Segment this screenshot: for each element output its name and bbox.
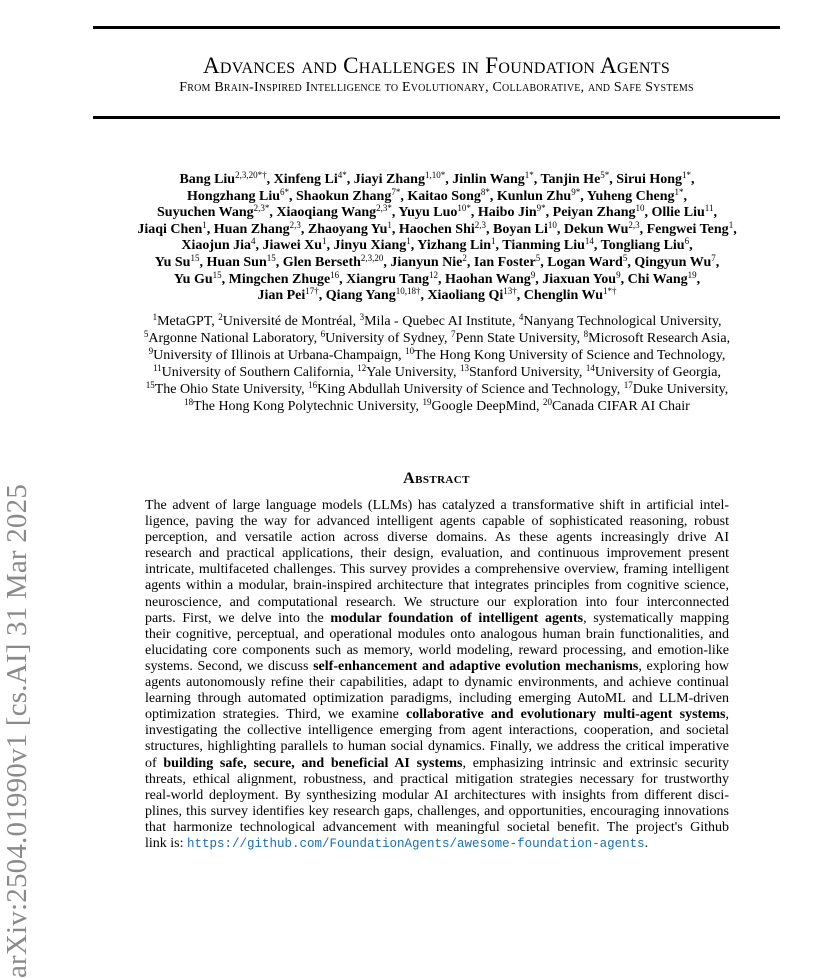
affiliation-name: The Hong Kong University of Science and Technology bbox=[414, 348, 722, 363]
affiliation-line: $^5$Argonne National Laboratory, $^6$University of Sydney, $^7$Penn State University, $^8$Microsoft Research Asia, bbox=[143, 329, 731, 346]
abstract-line bbox=[145, 788, 729, 804]
author-line: Yu Gu$^{15}$, Mingchen Zhuge$^{16}$, Xiangru Tang$^{12}$, Haohan Wang$^9$, Jiaxuan You$^9$, Chi Wang$^{19}$, bbox=[173, 269, 701, 287]
abstract-text: threats, ethical alignment, robustness, and practical mitigation strategies necessary for trustworthy bbox=[145, 771, 729, 787]
author-name: Haibo Jin bbox=[477, 205, 537, 221]
author-affiliation-marker: 6 bbox=[684, 236, 690, 247]
author-affiliation-marker: 2,3* bbox=[376, 203, 392, 214]
author-name: Xiaoliang Qi bbox=[427, 288, 504, 304]
author-affiliation-marker: 1 bbox=[491, 236, 496, 247]
abstract-bold-phrase: self-enhancement and adaptive evolution mechanisms bbox=[313, 658, 639, 674]
author-affiliation-marker: 1*† bbox=[603, 286, 617, 297]
author-affiliation-marker: 15 bbox=[212, 269, 222, 280]
affiliation-number: 15 bbox=[145, 380, 155, 390]
affiliation-number: 3 bbox=[359, 312, 365, 322]
author-name: Jiawei Xu bbox=[262, 238, 323, 254]
author-line: Jian Pei$^{17\dagger}$, Qiang Yang$^{10,18\dagger}$, Xiaoliang $Qi^{13\dagger}$, Chenglin $Wu^{1*\dagger}$ bbox=[257, 286, 617, 304]
abstract-line bbox=[145, 514, 729, 530]
abstract-line bbox=[145, 595, 729, 611]
author-name: Logan Ward bbox=[547, 254, 623, 270]
author-name: Kunlun Zhu bbox=[496, 188, 572, 204]
author-affiliation-marker: 1 bbox=[202, 219, 207, 230]
author-affiliation-marker: 4* bbox=[337, 170, 347, 180]
author-name: Bang Liu bbox=[179, 172, 236, 187]
abstract-line bbox=[145, 707, 729, 723]
abstract-text: systems. Second, we discuss bbox=[145, 658, 314, 674]
affiliation-name: MetaGPT bbox=[157, 314, 212, 329]
affiliation-number: 13 bbox=[459, 363, 469, 373]
author-name: Xiaojun Jia bbox=[181, 238, 252, 254]
affiliation-line: $^{15}$The Ohio State University, $^{16}$King Abdullah University of Science and Technology, $^{17}$Duke University, bbox=[145, 380, 729, 397]
paper-subtitle: From Brain-Inspired Intelligence to Evolutionary, Collaborative, and Safe Systems bbox=[179, 80, 694, 95]
arxiv-stamp-text: arXiv:2504.01990v1 [cs.AI] 31 Mar 2025 bbox=[1, 483, 33, 978]
abstract-bold-phrase: building safe, secure, and beneficial AI systems bbox=[163, 755, 463, 771]
affiliation-name: Stanford University bbox=[468, 365, 579, 380]
abstract-text: agents autonomously refine their capabilities, adapt to dynamic environments, and achieve continual bbox=[145, 675, 729, 691]
abstract-text: , exploring how bbox=[638, 658, 729, 674]
author-name: Huan Sun bbox=[206, 254, 267, 270]
affiliation-name: Canada CIFAR AI Chair bbox=[552, 399, 690, 414]
affiliation-number: 16 bbox=[308, 380, 318, 390]
abstract-line bbox=[145, 836, 729, 852]
affiliation-name: The Ohio State University bbox=[154, 382, 302, 397]
abstract-line bbox=[145, 530, 729, 546]
author-affiliation-marker: 19 bbox=[687, 269, 697, 280]
author-affiliation-marker: 15 bbox=[266, 252, 276, 263]
affiliation-name: Penn State University bbox=[455, 331, 577, 346]
author-name: Chenglin Wu bbox=[523, 288, 604, 304]
author-name: Xinfeng Li bbox=[273, 172, 338, 187]
affiliation-number: 9 bbox=[148, 346, 154, 356]
abstract-text: optimization strategies. Third, we examine bbox=[145, 707, 407, 723]
affiliation-name: University of Georgia bbox=[594, 365, 718, 380]
author-name: Ollie Liu bbox=[651, 205, 705, 221]
author-name: Yu Su bbox=[154, 254, 191, 270]
abstract-bold-phrase: collaborative and evolutionary multi-agent systems bbox=[406, 707, 726, 723]
author-name: Yizhang Lin bbox=[417, 238, 492, 254]
author-affiliation-marker: 9 bbox=[616, 269, 621, 280]
affiliation-number: 2 bbox=[218, 312, 223, 322]
abstract-heading: Abstract bbox=[403, 470, 470, 487]
author-name: Mingchen Zhuge bbox=[228, 271, 331, 287]
affiliation-name: University of Sydney bbox=[325, 331, 444, 346]
abstract-line bbox=[145, 691, 729, 707]
abstract-line bbox=[145, 643, 729, 659]
author-affiliation-marker: 7 bbox=[711, 252, 716, 263]
author-name: Fengwei Teng bbox=[646, 221, 729, 237]
affiliation-line: $^1$MetaGPT, $^2$Université de Montréal, $^3$Mila - Quebec AI Institute, $^4$Nanyang Technological University, bbox=[152, 312, 722, 329]
author-name: Jinyu Xiang bbox=[333, 238, 407, 254]
affiliation-name: Argonne National Laboratory bbox=[148, 331, 314, 346]
bottom-rule bbox=[93, 116, 780, 119]
abstract-line bbox=[145, 804, 729, 820]
author-affiliation-marker: 1 bbox=[387, 219, 392, 230]
abstract-line bbox=[145, 772, 729, 788]
author-name: Kaitao Song bbox=[407, 188, 481, 204]
abstract-body bbox=[145, 498, 729, 852]
author-line: Xiaojun Jia$^4$, Jiawei Xu$^1$, Jinyu Xiang$^1$, Yizhang Lin$^1$, Tianming Liu$^{14}$, Tongliang Liu$^6$, bbox=[181, 236, 693, 254]
author-affiliation-marker: 2,3,20*† bbox=[235, 170, 267, 180]
abstract-line bbox=[145, 756, 729, 772]
author-name: Jian Pei bbox=[257, 288, 306, 304]
abstract-text: research and practical applications, their design, evaluation, and continuous improvement present bbox=[145, 546, 729, 562]
author-affiliation-marker: 2,3 bbox=[289, 219, 301, 230]
github-link[interactable]: https://github.com/FoundationAgents/awesome-foundation-agents bbox=[187, 836, 645, 851]
author-line: Suyuchen Wang$^{2,3*}$, Xiaoqiang Wang$^{2,3*}$, Yuyu Luo$^{10*}$, Haibo Jin$^{9*}$, Peiyan Zhang$^{10}$, Ollie Liu$^{11}$, bbox=[157, 203, 717, 221]
author-name: Qingyun Wu bbox=[634, 254, 712, 270]
abstract-text: real-world deployment. By synthesizing modular AI architectures with insights from different disci- bbox=[145, 787, 729, 803]
author-line: Hongzhang Liu$^{6*}$, Shaokun Zhang$^{7*}$, Kaitao Song$^{8*}$, Kunlun Zhu$^{9*}$, Yuheng Cheng$^{1*}$, bbox=[187, 186, 687, 204]
arxiv-stamp bbox=[0, 480, 80, 978]
author-affiliation-marker: 2 bbox=[462, 252, 467, 263]
author-name: Shaokun Zhang bbox=[296, 188, 392, 204]
author-affiliation-marker: 2,3 bbox=[628, 219, 640, 230]
affiliation-name: Nanyang Technological University bbox=[523, 314, 718, 329]
affiliation-line: $^{18}$The Hong Kong Polytechnic University, $^{19}$Google DeepMind, $^{20}$Canada CIFAR AI Chair bbox=[184, 397, 690, 414]
abstract-line bbox=[145, 546, 729, 562]
author-name: Tanjin He bbox=[540, 172, 601, 187]
author-name: Jinlin Wang bbox=[452, 172, 525, 187]
author-line: Bang Liu$^{2,3,20*\dagger}$, Xinfeng $Li^{4*}$, Jiayi Zhang$^{1,10*}$, Jinlin Wang$^{1*}$, Tanjin $He^{5*}$, Sirui Hong$^{1*}$, bbox=[179, 170, 695, 187]
affiliation-number: 17 bbox=[623, 380, 633, 390]
author-affiliation-marker: 1* bbox=[682, 170, 692, 180]
abstract-line bbox=[145, 820, 729, 836]
author-name: Tongliang Liu bbox=[600, 238, 685, 254]
abstract-line bbox=[145, 675, 729, 691]
affiliation-number: 11 bbox=[152, 363, 162, 373]
abstract-text: their cognitive, perceptual, and operational modules onto analogous human brain functionalities, and bbox=[145, 626, 729, 642]
author-affiliation-marker: 10 bbox=[635, 203, 645, 214]
affiliation-list bbox=[100, 313, 774, 415]
affiliation-name: Université de Montréal bbox=[222, 314, 353, 329]
abstract-text: agents within a modular, brain-inspired architecture that integrates principles from cognitive science, bbox=[145, 578, 729, 594]
abstract-text: of bbox=[145, 755, 164, 771]
author-list bbox=[100, 172, 774, 305]
author-name: Huan Zhang bbox=[213, 221, 290, 237]
abstract-text: perception, and versatile action across diverse domains. As these agents increasingly drive AI bbox=[145, 530, 729, 546]
author-affiliation-marker: 17† bbox=[305, 286, 319, 297]
author-name: Jianyun Nie bbox=[390, 254, 463, 270]
author-affiliation-marker: 1 bbox=[406, 236, 411, 247]
author-name: Suyuchen Wang bbox=[157, 205, 254, 221]
author-name: Glen Berseth bbox=[282, 254, 361, 270]
affiliation-number: 12 bbox=[357, 363, 367, 373]
author-affiliation-marker: 14 bbox=[584, 236, 594, 247]
abstract-text: . bbox=[644, 835, 649, 851]
author-name: Sirui Hong bbox=[616, 172, 683, 187]
author-affiliation-marker: 2,3,20 bbox=[360, 252, 384, 263]
affiliation-name: Yale University bbox=[366, 365, 453, 380]
affiliation-number: 1 bbox=[152, 312, 158, 322]
abstract-text: plines, this survey identifies key research gaps, challenges, and opportunities, encouraging innovations bbox=[145, 803, 729, 819]
author-name: Jiayi Zhang bbox=[353, 172, 425, 187]
author-affiliation-marker: 1* bbox=[524, 170, 534, 180]
author-name: Xiaoqiang Wang bbox=[276, 205, 377, 221]
affiliation-name: The Hong Kong Polytechnic University bbox=[193, 399, 416, 414]
abstract-text: intricate, multifaceted challenges. This survey provides a comprehensive overview, framing intelligent bbox=[145, 562, 729, 578]
affiliation-name: Mila - Quebec AI Institute bbox=[364, 314, 512, 329]
author-name: Zhaoyang Yu bbox=[307, 221, 388, 237]
author-affiliation-marker: 5 bbox=[622, 252, 628, 263]
author-affiliation-marker: 9* bbox=[571, 186, 581, 197]
abstract-text: , bbox=[725, 707, 730, 723]
affiliation-name: Duke University bbox=[632, 382, 725, 397]
paper-title: Advances and Challenges in Foundation Agents bbox=[202, 53, 671, 78]
affiliation-number: 5 bbox=[143, 329, 149, 339]
author-affiliation-marker: 1,10* bbox=[424, 170, 446, 180]
author-name: Chi Wang bbox=[627, 271, 688, 287]
author-line: Jiaqi Chen$^1$, Huan Zhang$^{2,3}$, Zhaoyang Yu$^1$, Haochen Shi$^{2,3}$, Boyan Li$^{10}$, Dekun Wu$^{2,3}$, Fengwei Teng$^1$, bbox=[137, 219, 737, 237]
author-name: Xiangru Tang bbox=[346, 271, 430, 287]
author-name: Yuheng Cheng bbox=[586, 188, 675, 204]
author-affiliation-marker: 10 bbox=[547, 219, 557, 230]
author-affiliation-marker: 9* bbox=[536, 203, 546, 214]
affiliation-line: $^{11}$University of Southern California, $^{12}$Yale University, $^{13}$Stanford University, $^{14}$University of Georgia, bbox=[152, 363, 721, 380]
abstract-line bbox=[145, 723, 729, 739]
author-affiliation-marker: 5 bbox=[535, 252, 541, 263]
abstract-text: structures, highlighting parallels to human social dynamics. Finally, we address the critical imperative bbox=[145, 739, 729, 755]
abstract-line bbox=[145, 611, 729, 627]
abstract-bold-phrase: modular foundation of intelligent agents bbox=[330, 610, 584, 626]
abstract-text: , emphasizing intrinsic and extrinsic security bbox=[462, 755, 729, 771]
abstract-text: neuroscience, and computational research. We structure our exploration into four interconnected bbox=[145, 594, 729, 610]
author-affiliation-marker: 15 bbox=[190, 252, 200, 263]
author-affiliation-marker: 7* bbox=[391, 186, 401, 197]
abstract-line bbox=[145, 578, 729, 594]
author-affiliation-marker: 6* bbox=[280, 186, 289, 197]
affiliation-number: 18 bbox=[184, 397, 194, 407]
abstract-text: investigating the collective intelligence emerging from agent interactions, cooperation, and societal bbox=[145, 723, 729, 739]
author-affiliation-marker: 10,18† bbox=[395, 286, 421, 297]
author-affiliation-marker: 12 bbox=[429, 269, 439, 280]
affiliation-name: King Abdullah University of Science and Technology bbox=[317, 382, 617, 397]
author-name: Haohan Wang bbox=[445, 271, 531, 287]
affiliation-name: Google DeepMind bbox=[431, 399, 537, 414]
affiliation-name: University of Southern California bbox=[161, 365, 351, 380]
affiliation-number: 19 bbox=[422, 397, 432, 407]
affiliation-number: 7 bbox=[450, 329, 456, 339]
author-name: Jiaxuan You bbox=[542, 271, 617, 287]
author-name: Boyan Li bbox=[493, 221, 548, 237]
abstract-line bbox=[145, 627, 729, 643]
author-affiliation-marker: 10* bbox=[457, 203, 471, 214]
abstract-text: learning through automated optimization paradigms, including emerging AutoML and LLM-driven bbox=[145, 691, 729, 707]
author-name: Ian Foster bbox=[473, 254, 536, 270]
author-name: Yu Gu bbox=[173, 271, 213, 287]
abstract-text: The advent of large language models (LLMs) has catalyzed a transformative shift in artificial intel- bbox=[145, 498, 729, 513]
author-name: Qiang Yang bbox=[325, 288, 396, 304]
author-affiliation-marker: 16 bbox=[330, 269, 340, 280]
abstract-line bbox=[145, 498, 729, 514]
abstract-text: ligence, paving the way for advanced intelligent agents capable of sophisticated reasoning, robust bbox=[145, 514, 729, 530]
author-name: Hongzhang Liu bbox=[187, 188, 280, 204]
affiliation-number: 8 bbox=[583, 329, 589, 339]
author-affiliation-marker: 1* bbox=[674, 186, 684, 197]
top-rule bbox=[93, 26, 780, 29]
author-affiliation-marker: 5* bbox=[600, 170, 610, 180]
affiliation-number: 14 bbox=[585, 363, 595, 373]
author-name: Dekun Wu bbox=[563, 221, 629, 237]
author-affiliation-marker: 4 bbox=[251, 236, 256, 247]
abstract-text: parts. First, we delve into the bbox=[145, 610, 331, 626]
abstract-text: that harmonize technological advancement with meaningful societal benefit. The project's Github bbox=[145, 819, 729, 835]
affiliation-number: 20 bbox=[543, 397, 553, 407]
author-affiliation-marker: 1 bbox=[322, 236, 327, 247]
author-affiliation-marker: 13† bbox=[503, 286, 517, 297]
abstract-line bbox=[145, 739, 729, 755]
author-name: Tianming Liu bbox=[502, 238, 585, 254]
affiliation-name: Microsoft Research Asia bbox=[588, 331, 727, 346]
author-affiliation-marker: 2,3 bbox=[474, 219, 487, 230]
author-name: Jiaqi Chen bbox=[137, 221, 203, 237]
abstract-text: , systematically mapping bbox=[583, 610, 729, 626]
abstract-line bbox=[145, 562, 729, 578]
affiliation-number: 10 bbox=[405, 346, 415, 356]
author-affiliation-marker: 1 bbox=[728, 219, 734, 230]
affiliation-number: 4 bbox=[518, 312, 524, 322]
author-affiliation-marker: 9 bbox=[530, 269, 536, 280]
author-affiliation-marker: 2,3* bbox=[253, 203, 270, 214]
author-name: Haochen Shi bbox=[398, 221, 475, 237]
abstract-text: elucidating core components such as memory, world modeling, reward processing, and emotion-like bbox=[145, 642, 729, 658]
affiliation-line: $^9$University of Illinois at Urbana-Champaign, $^{10}$The Hong Kong University of Science and Technology, bbox=[148, 346, 726, 363]
abstract-line bbox=[145, 659, 729, 675]
affiliation-number: 6 bbox=[320, 329, 326, 339]
author-name: Yuyu Luo bbox=[398, 205, 458, 221]
abstract-text: link is: bbox=[145, 835, 188, 851]
affiliation-name: University of Illinois at Urbana-Champaign bbox=[153, 348, 399, 363]
author-affiliation-marker: 11 bbox=[704, 203, 714, 214]
author-name: Peiyan Zhang bbox=[552, 205, 636, 221]
author-line: Yu Su$^{15}$, Huan Sun$^{15}$, Glen Berseth$^{2,3,20}$, Jianyun Nie$^2$, Ian Foster$^5$, Logan Ward$^5$, Qingyun Wu$^7$, bbox=[154, 252, 720, 270]
author-affiliation-marker: 8* bbox=[480, 186, 490, 197]
